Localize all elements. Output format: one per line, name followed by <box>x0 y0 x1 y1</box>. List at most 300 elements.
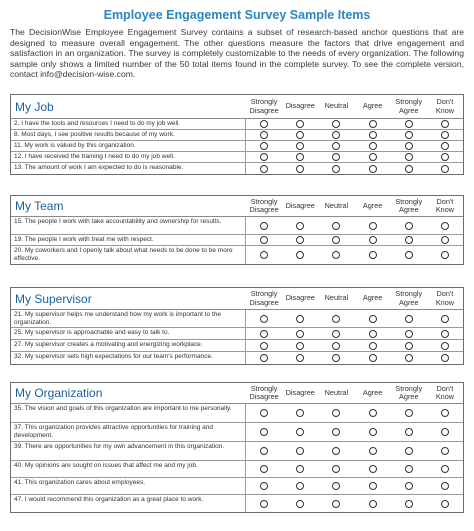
option-cell <box>355 461 391 477</box>
section-title: My Job <box>15 99 54 114</box>
option-cell <box>318 340 354 351</box>
option-cell <box>318 352 354 364</box>
section-my-supervisor <box>10 287 464 365</box>
answer-options <box>246 217 463 234</box>
column-header-neutral: Neutral <box>324 101 349 111</box>
option-cell <box>355 495 391 512</box>
option-cell <box>355 152 391 162</box>
section-my-job <box>10 94 464 175</box>
radio-disagree[interactable] <box>296 131 304 139</box>
question-row <box>11 352 463 364</box>
radio-strongly-agree[interactable] <box>405 251 413 259</box>
radio-don-t-know[interactable] <box>441 131 449 139</box>
radio-don-t-know[interactable] <box>441 465 449 473</box>
question-row <box>11 442 463 461</box>
column-header-neutral: Neutral <box>324 387 349 397</box>
question-row <box>11 423 463 442</box>
option-cell <box>427 130 463 140</box>
answer-options <box>246 163 463 174</box>
answer-options <box>246 423 463 441</box>
column-header-disagree: Disagree <box>285 101 315 111</box>
radio-disagree[interactable] <box>296 222 304 230</box>
column-header-agree: Agree <box>362 101 383 111</box>
radio-strongly-disagree[interactable] <box>260 251 268 259</box>
section-header <box>11 196 463 217</box>
column-header-don-t-know: Don't Know <box>435 289 455 307</box>
column-header-strongly-agree: Strongly Agree <box>395 196 423 214</box>
option-cell <box>391 495 427 512</box>
question-text: 2. I have the tools and resources I need to do my job well. <box>11 119 246 129</box>
option-cell <box>391 340 427 351</box>
column-header-strongly-agree: Strongly Agree <box>395 289 423 307</box>
option-cell <box>427 141 463 151</box>
radio-strongly-disagree[interactable] <box>260 165 268 173</box>
radio-neutral[interactable] <box>332 482 340 490</box>
option-cell <box>355 478 391 494</box>
option-cell <box>391 404 427 422</box>
option-cell <box>391 423 427 441</box>
radio-agree[interactable] <box>369 428 377 436</box>
option-cell <box>246 119 282 129</box>
radio-agree[interactable] <box>369 500 377 508</box>
radio-strongly-agree[interactable] <box>405 222 413 230</box>
option-cell <box>355 217 391 234</box>
section-my-organization <box>10 382 464 513</box>
answer-options <box>246 119 463 129</box>
radio-strongly-disagree[interactable] <box>260 131 268 139</box>
question-row <box>11 495 463 512</box>
question-row <box>11 163 463 174</box>
option-cell <box>427 235 463 245</box>
option-cell <box>282 152 318 162</box>
column-header-agree: Agree <box>362 387 383 397</box>
question-row <box>11 235 463 246</box>
option-cell <box>246 442 282 460</box>
question-row <box>11 478 463 495</box>
radio-agree[interactable] <box>369 315 377 323</box>
radio-strongly-agree[interactable] <box>405 447 413 455</box>
radio-don-t-know[interactable] <box>441 251 449 259</box>
question-text: 11. My work is valued by this organization. <box>11 141 246 151</box>
radio-neutral[interactable] <box>332 409 340 417</box>
question-row <box>11 141 463 152</box>
radio-strongly-agree[interactable] <box>405 428 413 436</box>
radio-don-t-know[interactable] <box>441 142 449 150</box>
radio-agree[interactable] <box>369 330 377 338</box>
radio-neutral[interactable] <box>332 120 340 128</box>
radio-strongly-disagree[interactable] <box>260 500 268 508</box>
radio-disagree[interactable] <box>296 482 304 490</box>
option-cell <box>318 461 354 477</box>
radio-strongly-disagree[interactable] <box>260 482 268 490</box>
radio-strongly-agree[interactable] <box>405 482 413 490</box>
radio-agree[interactable] <box>369 482 377 490</box>
radio-strongly-disagree[interactable] <box>260 153 268 161</box>
radio-don-t-know[interactable] <box>441 222 449 230</box>
answer-options <box>246 461 463 477</box>
radio-don-t-know[interactable] <box>441 165 449 173</box>
radio-don-t-know[interactable] <box>441 428 449 436</box>
option-cell <box>282 461 318 477</box>
answer-options <box>246 246 463 264</box>
radio-don-t-know[interactable] <box>441 120 449 128</box>
radio-strongly-agree[interactable] <box>405 236 413 244</box>
option-cell <box>355 119 391 129</box>
radio-don-t-know[interactable] <box>441 482 449 490</box>
question-row <box>11 246 463 264</box>
radio-strongly-disagree[interactable] <box>260 342 268 350</box>
radio-don-t-know[interactable] <box>441 315 449 323</box>
option-cell <box>318 235 354 245</box>
radio-strongly-agree[interactable] <box>405 330 413 338</box>
option-cell <box>355 404 391 422</box>
radio-neutral[interactable] <box>332 447 340 455</box>
option-cell <box>318 442 354 460</box>
radio-strongly-agree[interactable] <box>405 465 413 473</box>
radio-strongly-disagree[interactable] <box>260 354 268 362</box>
question-text: 19. The people I work with treat me with respect. <box>11 235 246 245</box>
option-cell <box>282 141 318 151</box>
option-cell <box>391 461 427 477</box>
option-cell <box>282 119 318 129</box>
radio-don-t-know[interactable] <box>441 342 449 350</box>
option-cell <box>391 310 427 327</box>
question-text: 21. My supervisor helps me understand how my work is important to the organization. <box>11 310 246 327</box>
radio-neutral[interactable] <box>332 500 340 508</box>
column-header-strongly-disagree: Strongly Disagree <box>249 196 279 214</box>
option-cell <box>427 340 463 351</box>
radio-strongly-disagree[interactable] <box>260 465 268 473</box>
radio-don-t-know[interactable] <box>441 330 449 338</box>
page-title: Employee Engagement Survey Sample Items <box>103 8 371 22</box>
option-cell <box>282 423 318 441</box>
option-cell <box>282 246 318 264</box>
radio-strongly-disagree[interactable] <box>260 428 268 436</box>
radio-disagree[interactable] <box>296 330 304 338</box>
option-cell <box>391 152 427 162</box>
radio-don-t-know[interactable] <box>441 354 449 362</box>
option-cell <box>282 163 318 174</box>
question-text: 39. There are opportunities for my own advancement in this organization. <box>11 442 246 460</box>
answer-options <box>246 352 463 364</box>
option-cell <box>355 442 391 460</box>
column-header-agree: Agree <box>362 200 383 210</box>
radio-strongly-disagree[interactable] <box>260 120 268 128</box>
option-cell <box>246 235 282 245</box>
column-header-don-t-know: Don't Know <box>435 97 455 115</box>
option-cell <box>427 423 463 441</box>
question-row <box>11 328 463 340</box>
option-cell <box>246 478 282 494</box>
column-header-don-t-know: Don't Know <box>435 383 455 401</box>
option-cell <box>355 141 391 151</box>
question-text: 47. I would recommend this organization as a great place to work. <box>11 495 246 512</box>
option-cell <box>246 461 282 477</box>
option-cell <box>318 423 354 441</box>
radio-strongly-disagree[interactable] <box>260 236 268 244</box>
radio-agree[interactable] <box>369 409 377 417</box>
option-cell <box>318 478 354 494</box>
option-cell <box>318 119 354 129</box>
option-cell <box>318 152 354 162</box>
radio-neutral[interactable] <box>332 142 340 150</box>
radio-agree[interactable] <box>369 354 377 362</box>
option-cell <box>246 328 282 339</box>
question-row <box>11 130 463 141</box>
question-row <box>11 217 463 235</box>
radio-disagree[interactable] <box>296 447 304 455</box>
option-cell <box>246 152 282 162</box>
option-cell <box>355 235 391 245</box>
radio-agree[interactable] <box>369 465 377 473</box>
radio-agree[interactable] <box>369 165 377 173</box>
answer-options <box>246 130 463 140</box>
question-text: 37. This organization provides attractive opportunities for training and development. <box>11 423 246 441</box>
radio-disagree[interactable] <box>296 165 304 173</box>
radio-agree[interactable] <box>369 153 377 161</box>
radio-neutral[interactable] <box>332 330 340 338</box>
column-header-strongly-disagree: Strongly Disagree <box>249 289 279 307</box>
radio-disagree[interactable] <box>296 153 304 161</box>
answer-options <box>246 442 463 460</box>
column-header-neutral: Neutral <box>324 293 349 303</box>
column-header-neutral: Neutral <box>324 200 349 210</box>
option-cell <box>318 328 354 339</box>
radio-strongly-agree[interactable] <box>405 409 413 417</box>
radio-agree[interactable] <box>369 222 377 230</box>
option-cell <box>427 152 463 162</box>
question-text: 15. The people I work with take accountability and ownership for results. <box>11 217 246 234</box>
radio-neutral[interactable] <box>332 222 340 230</box>
option-cell <box>282 217 318 234</box>
option-cell <box>391 352 427 364</box>
column-header-strongly-agree: Strongly Agree <box>395 97 423 115</box>
option-cell <box>246 352 282 364</box>
option-cell <box>427 478 463 494</box>
option-cell <box>427 163 463 174</box>
option-cell <box>246 163 282 174</box>
option-cell <box>246 217 282 234</box>
radio-disagree[interactable] <box>296 315 304 323</box>
radio-agree[interactable] <box>369 251 377 259</box>
answer-options <box>246 310 463 327</box>
radio-strongly-disagree[interactable] <box>260 222 268 230</box>
radio-agree[interactable] <box>369 131 377 139</box>
section-header <box>11 383 463 404</box>
option-cell <box>282 404 318 422</box>
column-header-strongly-disagree: Strongly Disagree <box>249 97 279 115</box>
section-header <box>11 288 463 310</box>
option-cell <box>391 141 427 151</box>
option-cell <box>427 461 463 477</box>
option-cell <box>282 442 318 460</box>
radio-strongly-disagree[interactable] <box>260 315 268 323</box>
option-cell <box>282 352 318 364</box>
radio-neutral[interactable] <box>332 465 340 473</box>
radio-agree[interactable] <box>369 236 377 244</box>
question-text: 40. My opinions are sought on issues that affect me and my job. <box>11 461 246 477</box>
radio-neutral[interactable] <box>332 354 340 362</box>
option-cell <box>246 340 282 351</box>
option-cell <box>246 495 282 512</box>
radio-agree[interactable] <box>369 120 377 128</box>
radio-disagree[interactable] <box>296 342 304 350</box>
intro-paragraph: The DecisionWise Employee Engagement Survey contains a subset of research-based anchor questions that are designed to measure overall engagement. The other questions measure the factors that drive engagement and satisfaction in an organization. The survey is completely customizable to the needs of every organization. The following sample only shows a limited number of the 50 total items found in the complete survey. To see the complete version, contact info@decision-wise.com. <box>10 27 464 80</box>
column-header-don-t-know: Don't Know <box>435 196 455 214</box>
option-cell <box>427 442 463 460</box>
radio-disagree[interactable] <box>296 500 304 508</box>
radio-disagree[interactable] <box>296 409 304 417</box>
question-row <box>11 310 463 328</box>
question-text: 27. My supervisor creates a motivating and energizing workplace. <box>11 340 246 351</box>
column-header-disagree: Disagree <box>285 200 315 210</box>
radio-disagree[interactable] <box>296 465 304 473</box>
option-cell <box>318 404 354 422</box>
radio-agree[interactable] <box>369 342 377 350</box>
option-cell <box>355 423 391 441</box>
radio-strongly-agree[interactable] <box>405 153 413 161</box>
section-title: My Organization <box>15 386 103 400</box>
answer-options <box>246 152 463 162</box>
radio-neutral[interactable] <box>332 251 340 259</box>
radio-strongly-disagree[interactable] <box>260 330 268 338</box>
radio-disagree[interactable] <box>296 236 304 244</box>
radio-strongly-agree[interactable] <box>405 120 413 128</box>
answer-options <box>246 340 463 351</box>
radio-don-t-know[interactable] <box>441 447 449 455</box>
option-cell <box>391 119 427 129</box>
option-cell <box>391 235 427 245</box>
column-header-disagree: Disagree <box>285 387 315 397</box>
radio-strongly-agree[interactable] <box>405 342 413 350</box>
option-cell <box>355 310 391 327</box>
option-cell <box>391 130 427 140</box>
answer-options <box>246 404 463 422</box>
option-cell <box>282 328 318 339</box>
option-cell <box>318 495 354 512</box>
option-cell <box>355 130 391 140</box>
question-row <box>11 404 463 423</box>
radio-strongly-agree[interactable] <box>405 165 413 173</box>
option-cell <box>427 352 463 364</box>
option-cell <box>427 404 463 422</box>
option-cell <box>355 328 391 339</box>
radio-strongly-agree[interactable] <box>405 354 413 362</box>
radio-neutral[interactable] <box>332 342 340 350</box>
answer-options <box>246 141 463 151</box>
question-text: 41. This organization cares about employees. <box>11 478 246 494</box>
option-cell <box>355 163 391 174</box>
radio-strongly-agree[interactable] <box>405 315 413 323</box>
radio-strongly-agree[interactable] <box>405 131 413 139</box>
radio-neutral[interactable] <box>332 153 340 161</box>
option-cell <box>318 310 354 327</box>
option-cell <box>391 163 427 174</box>
option-cell <box>246 404 282 422</box>
option-cell <box>318 163 354 174</box>
option-cell <box>282 478 318 494</box>
option-cell <box>246 310 282 327</box>
radio-neutral[interactable] <box>332 165 340 173</box>
question-text: 32. My supervisor sets high expectations for our team's performance. <box>11 352 246 364</box>
option-cell <box>427 495 463 512</box>
radio-don-t-know[interactable] <box>441 409 449 417</box>
option-cell <box>282 235 318 245</box>
radio-don-t-know[interactable] <box>441 236 449 244</box>
radio-strongly-disagree[interactable] <box>260 447 268 455</box>
question-text: 12. I have received the training I need to do my job well. <box>11 152 246 162</box>
question-text: 35. The vision and goals of this organization are important to me personally. <box>11 404 246 422</box>
option-cell <box>355 352 391 364</box>
question-row <box>11 152 463 163</box>
option-cell <box>427 328 463 339</box>
option-cell <box>318 246 354 264</box>
option-cell <box>391 217 427 234</box>
section-title: My Supervisor <box>15 291 92 306</box>
option-cell <box>391 478 427 494</box>
radio-neutral[interactable] <box>332 428 340 436</box>
radio-disagree[interactable] <box>296 251 304 259</box>
radio-neutral[interactable] <box>332 131 340 139</box>
section-my-team <box>10 195 464 265</box>
option-cell <box>427 217 463 234</box>
radio-neutral[interactable] <box>332 315 340 323</box>
answer-options <box>246 478 463 494</box>
option-cell <box>318 141 354 151</box>
radio-agree[interactable] <box>369 447 377 455</box>
radio-don-t-know[interactable] <box>441 153 449 161</box>
option-cell <box>391 246 427 264</box>
option-cell <box>282 310 318 327</box>
radio-strongly-agree[interactable] <box>405 500 413 508</box>
radio-disagree[interactable] <box>296 354 304 362</box>
answer-options <box>246 235 463 245</box>
answer-options <box>246 328 463 339</box>
section-title: My Team <box>15 199 64 213</box>
radio-don-t-know[interactable] <box>441 500 449 508</box>
radio-disagree[interactable] <box>296 428 304 436</box>
column-header-disagree: Disagree <box>285 293 315 303</box>
question-row <box>11 340 463 352</box>
question-row <box>11 461 463 478</box>
radio-agree[interactable] <box>369 142 377 150</box>
option-cell <box>355 246 391 264</box>
option-cell <box>246 246 282 264</box>
option-cell <box>427 246 463 264</box>
radio-strongly-disagree[interactable] <box>260 142 268 150</box>
question-text: 20. My coworkers and I openly talk about what needs to be done to be more effective. <box>11 246 246 264</box>
column-header-strongly-disagree: Strongly Disagree <box>249 383 279 401</box>
radio-strongly-agree[interactable] <box>405 142 413 150</box>
radio-strongly-disagree[interactable] <box>260 409 268 417</box>
option-cell <box>318 130 354 140</box>
radio-disagree[interactable] <box>296 142 304 150</box>
answer-options <box>246 495 463 512</box>
radio-neutral[interactable] <box>332 236 340 244</box>
section-header <box>11 95 463 119</box>
option-cell <box>355 340 391 351</box>
column-header-agree: Agree <box>362 293 383 303</box>
question-text: 13. The amount of work I am expected to do is reasonable. <box>11 163 246 174</box>
option-cell <box>246 130 282 140</box>
option-cell <box>318 217 354 234</box>
option-cell <box>391 442 427 460</box>
option-cell <box>246 423 282 441</box>
option-cell <box>427 119 463 129</box>
question-text: 25. My supervisor is approachable and easy to talk to. <box>11 328 246 339</box>
option-cell <box>282 340 318 351</box>
radio-disagree[interactable] <box>296 120 304 128</box>
